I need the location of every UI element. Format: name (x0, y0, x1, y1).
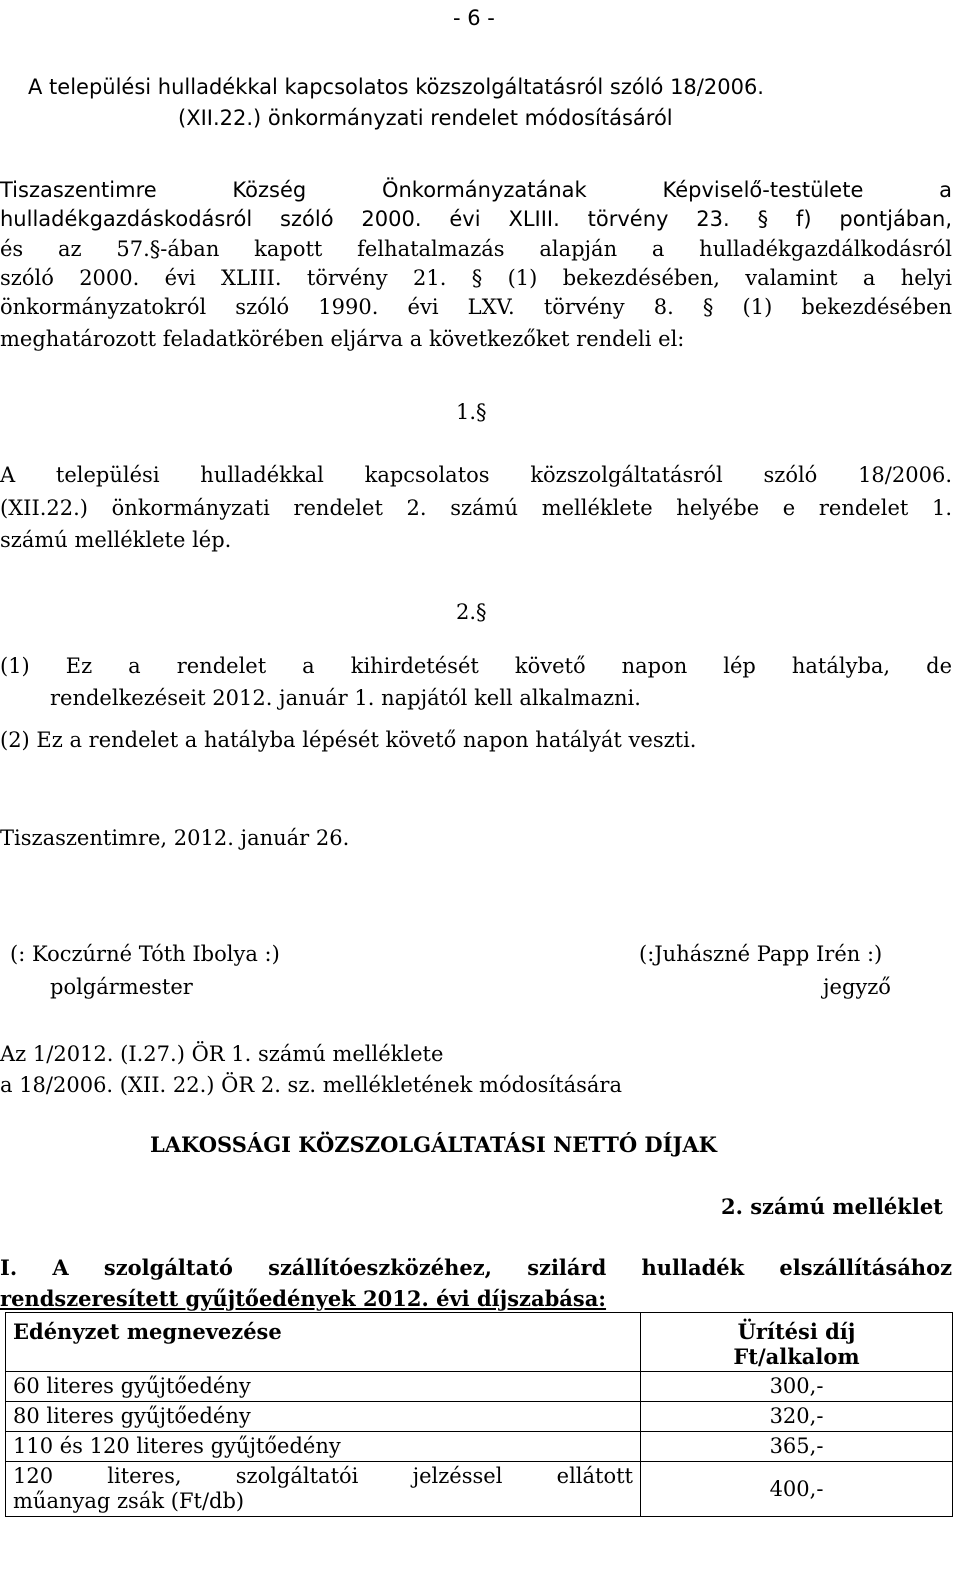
preamble-line: Tiszaszentimre Község Önkormányzatának Képviselő-testülete a (0, 178, 952, 202)
clerk-name: (:Juhászné Papp Irén :) (639, 942, 883, 966)
section-heading: 1.§ (456, 400, 487, 424)
container-name-line: 120 literes, szolgáltatói jelzéssel ellátott (13, 1464, 633, 1488)
decree-title-line: A települési hulladékkal kapcsolatos közszolgáltatásról szóló 18/2006. (28, 75, 764, 99)
paragraph-1-line: (1) Ez a rendelet a kihirdetését követő napon lép hatályba, de (0, 654, 952, 678)
page-number: - 6 - (453, 6, 495, 30)
table-row (6, 1462, 953, 1517)
preamble-line: hulladékgazdáskodásról szóló 2000. évi XLIII. törvény 23. § f) pontjában, (0, 207, 952, 231)
fee-table (5, 1312, 953, 1517)
table-row (6, 1402, 953, 1432)
mayor-name: (: Koczúrné Tóth Ibolya :) (10, 942, 280, 966)
mayor-title: polgármester (50, 975, 193, 999)
table-header-row (6, 1313, 953, 1372)
container-name-line: műanyag zsák (Ft/db) (13, 1489, 245, 1513)
container-name-cell: 110 és 120 literes gyűjtőedény (6, 1432, 641, 1462)
preamble-line: meghatározott feladatkörében eljárva a következőket rendeli el: (0, 327, 685, 351)
section-heading: 2.§ (456, 600, 487, 624)
fee-cell: 320,- (641, 1402, 953, 1432)
clerk-title: jegyző (823, 975, 891, 999)
section-i-heading-line: I. A szolgáltató szállítóeszközéhez, szilárd hulladék elszállításához (0, 1255, 952, 1280)
container-name-cell (6, 1462, 641, 1517)
section-text-line: (XII.22.) önkormányzati rendelet 2. számú melléklete helyébe e rendelet 1. (0, 496, 952, 520)
section-text-line: számú melléklete lép. (0, 528, 232, 552)
annex-title: LAKOSSÁGI KÖZSZOLGÁLTATÁSI NETTÓ DÍJAK (150, 1132, 717, 1157)
preamble-line: szóló 2000. évi XLIII. törvény 21. § (1) bekezdésében, valamint a helyi (0, 266, 952, 290)
annex-number: 2. számú melléklet (721, 1194, 943, 1219)
header-fee-line: Ürítési díj (737, 1319, 856, 1344)
section-i-heading-line: rendszeresített gyűjtőedények 2012. évi díjszabása: (0, 1286, 607, 1311)
place-date: Tiszaszentimre, 2012. január 26. (0, 826, 350, 850)
fee-cell: 400,- (641, 1462, 953, 1517)
annex-reference-line: Az 1/2012. (I.27.) ÖR 1. számú melléklete (0, 1042, 444, 1066)
paragraph-1-line: rendelkezéseit 2012. január 1. napjától kell alkalmazni. (50, 686, 641, 710)
paragraph-2: (2) Ez a rendelet a hatályba lépését követő napon hatályát veszti. (0, 728, 697, 752)
header-fee (641, 1313, 953, 1372)
preamble-line: önkormányzatokról szóló 1990. évi LXV. törvény 8. § (1) bekezdésében (0, 295, 952, 319)
container-name-cell: 60 literes gyűjtőedény (6, 1372, 641, 1402)
fee-cell: 365,- (641, 1432, 953, 1462)
decree-title-line: (XII.22.) önkormányzati rendelet módosításáról (178, 106, 673, 130)
fee-cell: 300,- (641, 1372, 953, 1402)
table-row (6, 1372, 953, 1402)
header-container-name: Edényzet megnevezése (6, 1313, 641, 1372)
container-name-cell: 80 literes gyűjtőedény (6, 1402, 641, 1432)
preamble-line: és az 57.§-ában kapott felhatalmazás alapján a hulladékgazdálkodásról (0, 237, 952, 261)
header-fee-line: Ft/alkalom (733, 1344, 860, 1369)
annex-reference-line: a 18/2006. (XII. 22.) ÖR 2. sz. mellékletének módosítására (0, 1073, 622, 1097)
section-text-line: A települési hulladékkal kapcsolatos közszolgáltatásról szóló 18/2006. (0, 463, 952, 487)
table-row (6, 1432, 953, 1462)
